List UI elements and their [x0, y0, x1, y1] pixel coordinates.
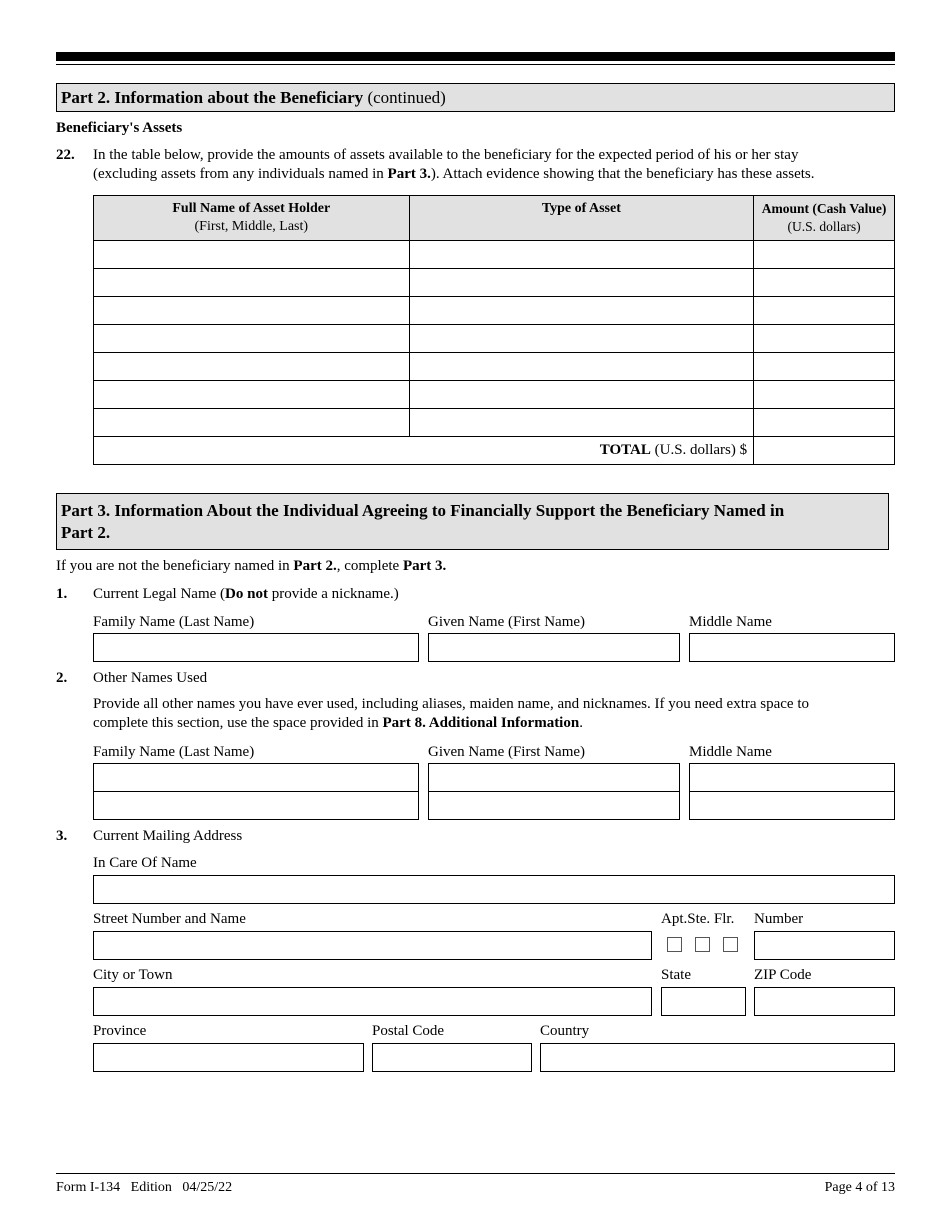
country-label: Country: [540, 1023, 590, 1039]
q2-middle-name-field-2[interactable]: [689, 791, 895, 820]
q22-line2-b: ). Attach evidence showing that the beneficiary has these assets.: [430, 166, 815, 182]
assets-table-header-row: [94, 196, 895, 241]
street-label: Street Number and Name: [93, 911, 246, 927]
col-amount-title: Amount (Cash Value): [761, 201, 887, 216]
table-row: [94, 269, 895, 297]
q1-label-a: Current Legal Name (: [93, 586, 226, 602]
footer-page-number: Page 4 of 13: [824, 1180, 895, 1195]
asset-type-cell[interactable]: [409, 409, 754, 437]
city-field[interactable]: [93, 987, 652, 1016]
table-row: [94, 325, 895, 353]
q22-line2-a: (excluding assets from any individuals named in: [93, 166, 388, 182]
in-care-of-label: In Care Of Name: [93, 855, 197, 871]
q2-family-name-field-2[interactable]: [93, 791, 419, 820]
q2-family-label: Family Name (Last Name): [93, 744, 255, 760]
q1-family-label: Family Name (Last Name): [93, 614, 255, 630]
asset-holder-cell[interactable]: [94, 241, 410, 269]
apt-ste-flr-label: Apt.Ste. Flr.: [661, 911, 735, 927]
asset-amount-cell[interactable]: [754, 241, 895, 269]
province-field[interactable]: [93, 1043, 364, 1072]
asset-holder-cell[interactable]: [94, 325, 410, 353]
total-row: [94, 437, 895, 465]
q1-label-b: provide a nickname.): [267, 586, 399, 602]
asset-type-cell[interactable]: [409, 241, 754, 269]
asset-type-cell[interactable]: [409, 381, 754, 409]
flr-checkbox[interactable]: [723, 937, 738, 952]
footer-form-id: Form I-134 Edition 04/25/22: [56, 1180, 233, 1195]
q1-middle-name-field[interactable]: [689, 633, 895, 662]
q2-desc-line2: [93, 715, 583, 732]
q2-desc-line2-bold: Part 8. Additional Information: [382, 715, 580, 731]
asset-amount-cell[interactable]: [754, 353, 895, 381]
q3-label: Current Mailing Address: [93, 828, 243, 844]
q2-desc-line1: Provide all other names you have ever used, including aliases, maiden name, and nicknames. If you need extra space to: [93, 696, 810, 712]
total-label-normal: (U.S. dollars) $: [650, 442, 748, 458]
unit-number-field[interactable]: [754, 931, 895, 960]
table-row: [94, 241, 895, 269]
part3-header: [56, 493, 889, 550]
part3-intro-b: , complete: [336, 558, 403, 574]
asset-type-cell[interactable]: [409, 297, 754, 325]
table-row: [94, 381, 895, 409]
q2-given-name-field-2[interactable]: [428, 791, 680, 820]
part3-intro: [56, 558, 446, 575]
q2-middle-name-field-1[interactable]: [689, 763, 895, 792]
part2-header-title: Part 2. Information about the Beneficiary: [61, 88, 364, 107]
col-asset-type-header: [409, 196, 754, 241]
asset-amount-cell[interactable]: [754, 325, 895, 353]
total-label: [94, 437, 754, 465]
number-label: Number: [754, 911, 804, 927]
col-asset-holder-header: [94, 196, 410, 241]
asset-type-cell[interactable]: [409, 269, 754, 297]
col-asset-holder-title: Full Name of Asset Holder: [172, 201, 331, 216]
asset-holder-cell[interactable]: [94, 297, 410, 325]
col-amount-header: [754, 196, 895, 241]
asset-holder-cell[interactable]: [94, 269, 410, 297]
col-amount-sub: (U.S. dollars): [787, 219, 861, 234]
city-label: City or Town: [93, 967, 173, 983]
q2-desc-line2-b: .: [579, 715, 583, 731]
asset-holder-cell[interactable]: [94, 409, 410, 437]
col-asset-type-title: Type of Asset: [541, 201, 621, 216]
q2-given-name-field-1[interactable]: [428, 763, 680, 792]
q22-number: 22.: [56, 147, 75, 163]
part3-header-line2: Part 2.: [61, 523, 111, 542]
top-thin-rule: [56, 64, 895, 65]
table-row: [94, 353, 895, 381]
country-field[interactable]: [540, 1043, 895, 1072]
q1-label: [93, 586, 399, 603]
total-amount-cell[interactable]: [754, 437, 895, 465]
asset-holder-cell[interactable]: [94, 381, 410, 409]
table-row: [94, 297, 895, 325]
asset-amount-cell[interactable]: [754, 297, 895, 325]
q1-number: 1.: [56, 586, 68, 602]
zip-field[interactable]: [754, 987, 895, 1016]
asset-type-cell[interactable]: [409, 325, 754, 353]
total-label-bold: TOTAL: [599, 442, 651, 458]
asset-amount-cell[interactable]: [754, 269, 895, 297]
asset-type-cell[interactable]: [409, 353, 754, 381]
q1-family-name-field[interactable]: [93, 633, 419, 662]
assets-table: [93, 195, 895, 465]
part3-header-line1: Part 3. Information About the Individual Agreeing to Financially Support the Beneficiary Named in: [61, 501, 785, 520]
q2-family-name-field-1[interactable]: [93, 763, 419, 792]
top-thick-rule: [56, 52, 895, 61]
postal-code-field[interactable]: [372, 1043, 532, 1072]
apt-checkbox[interactable]: [667, 937, 682, 952]
q22-line2: [93, 166, 814, 183]
street-field[interactable]: [93, 931, 652, 960]
ste-checkbox[interactable]: [695, 937, 710, 952]
part3-intro-bold2: Part 3.: [402, 558, 447, 574]
q1-given-name-field[interactable]: [428, 633, 680, 662]
col-asset-holder-sub: (First, Middle, Last): [194, 219, 309, 234]
q1-middle-label: Middle Name: [689, 614, 772, 630]
q2-given-label: Given Name (First Name): [428, 744, 586, 760]
part2-header-continued: (continued): [363, 88, 446, 107]
postal-code-label: Postal Code: [372, 1023, 445, 1039]
in-care-of-field[interactable]: [93, 875, 895, 904]
q2-middle-label: Middle Name: [689, 744, 772, 760]
q22-line2-bold: Part 3.: [387, 166, 431, 182]
asset-amount-cell[interactable]: [754, 409, 895, 437]
table-row: [94, 409, 895, 437]
footer-rule: [56, 1173, 895, 1174]
beneficiary-assets-title: Beneficiary's Assets: [56, 120, 183, 136]
zip-label: ZIP Code: [754, 967, 812, 983]
q1-given-label: Given Name (First Name): [428, 614, 586, 630]
q2-desc-line2-a: complete this section, use the space provided in: [93, 715, 383, 731]
part3-intro-bold1: Part 2.: [293, 558, 337, 574]
q2-label: Other Names Used: [93, 670, 208, 686]
state-field[interactable]: [661, 987, 746, 1016]
q2-number: 2.: [56, 670, 68, 686]
asset-amount-cell[interactable]: [754, 381, 895, 409]
state-label: State: [661, 967, 691, 983]
q22-line1: In the table below, provide the amounts of assets available to the beneficiary for the expected period of his or her stay: [93, 147, 799, 163]
q3-number: 3.: [56, 828, 68, 844]
part3-intro-a: If you are not the beneficiary named in: [56, 558, 294, 574]
asset-holder-cell[interactable]: [94, 353, 410, 381]
part2-header: [56, 83, 895, 112]
q1-label-bold: Do not: [225, 586, 268, 602]
province-label: Province: [93, 1023, 147, 1039]
